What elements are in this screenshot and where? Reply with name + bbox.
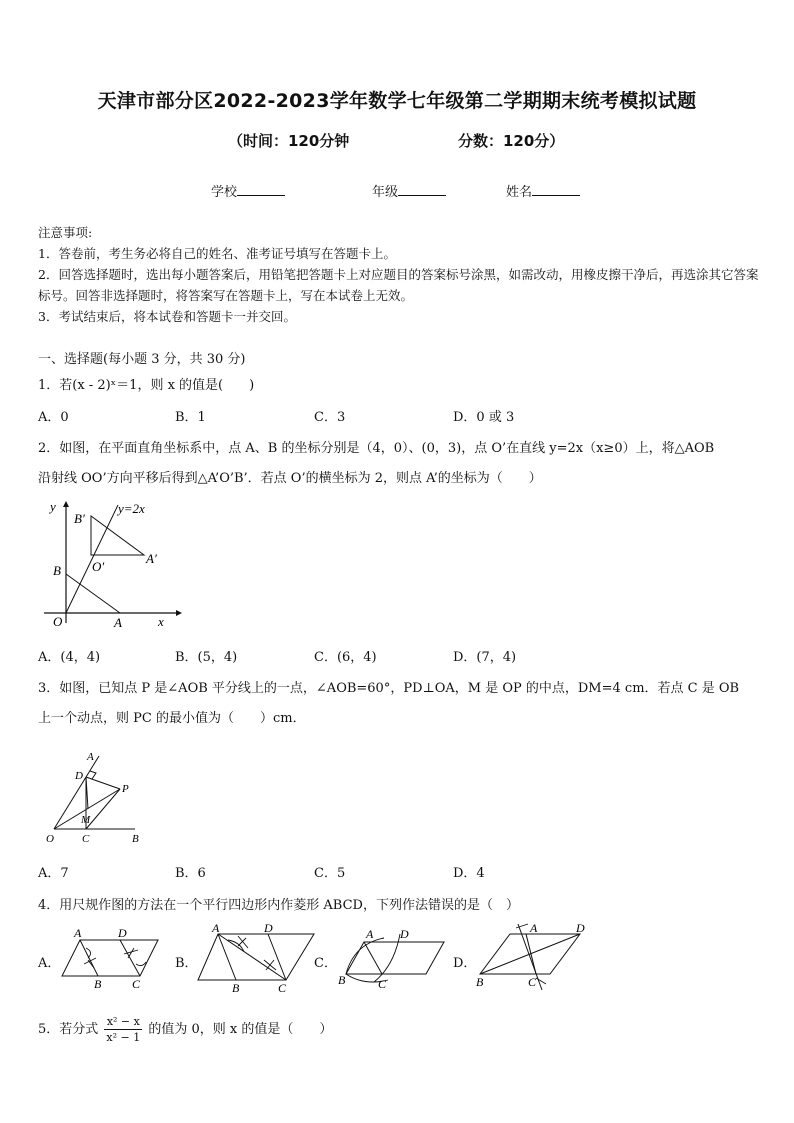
page-title: 天津市部分区2022-2023学年数学七年级第二学期期末统考模拟试题: [97, 90, 697, 112]
question-3-stem-line1: 3．如图，已知点 P 是∠AOB 平分线上的一点，∠AOB=60°，PD⊥OA，M 是 OP 的中点，DM=4 cm．若点 C 是 OB: [38, 681, 740, 696]
segment-dp: [86, 777, 120, 789]
q4-figure-d: [474, 918, 590, 994]
label-c: C: [528, 975, 537, 989]
right-angle-mark: [90, 771, 96, 779]
section-heading: 一、选择题(每小题 3 分，共 30 分): [38, 352, 246, 367]
note-item: 2．回答选择题时，选出每小题答案后，用铅笔把答题卡上对应题目的答案标号涂黑，如需改动，用橡皮擦干净后，再选涂其它答案标号。回答非选择题时，将答案写在答题卡上，写在本试卷上无效。: [38, 267, 759, 303]
q5-fraction: [104, 1014, 142, 1045]
arc-mark: [124, 948, 138, 958]
label-o: O: [46, 833, 54, 844]
grade-blank[interactable]: [398, 183, 446, 196]
question-2-stem-line1: 2．如图，在平面直角坐标系中，点 A、B 的坐标分别是（4，0）、(0，3)，点 O’在直线 y=2x（x≥0）上，将△AOB: [38, 441, 715, 456]
q3-option-d[interactable]: D．4: [453, 866, 485, 881]
q3-option-c[interactable]: C．5: [314, 866, 346, 881]
q2-option-c[interactable]: C．(6，4): [314, 650, 377, 665]
ray-oa: [54, 756, 99, 829]
label-o: O: [53, 614, 63, 629]
exam-time: （时间：120分钟: [228, 132, 350, 150]
segment-ab: [218, 934, 236, 980]
q4-option-b[interactable]: B．: [175, 956, 198, 971]
label-c: C: [82, 833, 90, 844]
label-a: A: [87, 751, 94, 763]
q1-option-b[interactable]: B．1: [175, 410, 206, 425]
label-c: C: [278, 981, 287, 995]
question-5-stem: [38, 1014, 332, 1045]
q2-option-b[interactable]: B．(5，4): [175, 650, 238, 665]
y-axis-arrow: [63, 501, 69, 507]
label-b: B: [232, 981, 240, 995]
school-label: 学校: [211, 185, 238, 200]
name-label: 姓名: [506, 185, 533, 200]
parallelogram: [346, 942, 444, 974]
q3-option-a[interactable]: A．7: [38, 866, 69, 881]
school-blank[interactable]: [237, 183, 285, 196]
label-a: A: [212, 921, 220, 935]
q5-prefix: 5．若分式: [38, 1022, 99, 1037]
segment-pc: [86, 789, 120, 829]
label-a: A: [530, 921, 538, 935]
q2-option-a[interactable]: A．(4，4): [38, 650, 101, 665]
segment-dc: [268, 934, 286, 980]
triangle-a-o-b-prime: [91, 516, 144, 555]
q5-numerator: x² − x: [104, 1014, 142, 1030]
parallelogram: [62, 940, 158, 976]
label-b: B: [476, 975, 484, 989]
label-b-prime: B′: [74, 511, 85, 526]
q5-suffix: 的值为 0，则 x 的值是（ ）: [148, 1022, 333, 1037]
arc-mark: [136, 962, 146, 966]
grade-field: [372, 181, 446, 200]
q4-figure-a: [58, 924, 166, 992]
label-line-y2x: y=2x: [118, 501, 145, 516]
label-x: x: [158, 614, 164, 629]
label-c: C: [132, 977, 141, 991]
q1-option-a[interactable]: A．0: [38, 410, 69, 425]
q3-figure: [40, 748, 155, 844]
note-item: 1．答卷前，考生务必将自己的姓名、准考证号填写在答题卡上。: [38, 246, 396, 261]
name-field: [506, 181, 580, 200]
segment-ac: [364, 942, 382, 974]
segment-dc: [120, 940, 140, 976]
q4-option-c[interactable]: C．: [314, 956, 337, 971]
label-d: D: [576, 921, 585, 935]
arc-mark: [264, 960, 276, 970]
q1-option-c[interactable]: C．3: [314, 410, 346, 425]
x-axis-arrow: [176, 610, 182, 616]
label-b: B: [132, 833, 139, 844]
q2-figure: [36, 495, 186, 630]
arc-mark: [238, 936, 248, 948]
label-b: B: [94, 977, 102, 991]
question-4-stem: 4．用尺规作图的方法在一个平行四边形内作菱形 ABCD，下列作法错误的是（ ）: [38, 898, 519, 913]
grade-label: 年级: [372, 185, 399, 200]
label-c: C: [378, 977, 387, 991]
label-a-prime: A′: [146, 551, 157, 566]
school-field: [211, 181, 285, 200]
q4-figure-b: [194, 920, 320, 996]
label-b: B: [338, 973, 346, 987]
question-3-stem-line2: 上一个动点，则 PC 的最小值为（ ）cm．: [38, 711, 306, 726]
segment-ab: [66, 574, 120, 613]
diagonal-ac: [218, 934, 286, 980]
question-1-stem: 1．若(x - 2)ˣ＝1，则 x 的值是( ): [38, 378, 255, 393]
q4-figure-c: [334, 922, 448, 992]
label-b: B: [53, 563, 61, 578]
label-m: M: [81, 814, 91, 826]
q5-denominator: x² − 1: [106, 1031, 141, 1044]
label-o-prime: O′: [92, 559, 105, 574]
q3-option-b[interactable]: B．6: [175, 866, 206, 881]
name-blank[interactable]: [532, 183, 580, 196]
construction-arc: [374, 934, 400, 982]
exam-score: 分数：120分）: [458, 132, 565, 150]
label-a: A: [366, 927, 374, 941]
q1-option-d[interactable]: D．0 或 3: [453, 410, 515, 425]
label-d: D: [118, 926, 127, 940]
label-a: A: [114, 615, 122, 630]
q4-option-a[interactable]: A．: [38, 956, 61, 971]
note-item: 3．考试结束后，将本试卷和答题卡一并交回。: [38, 309, 296, 324]
question-2-stem-line2: 沿射线 OO’方向平移后得到△A’O’B’．若点 O’的横坐标为 2，则点 A’的坐标为（ ）: [38, 471, 542, 486]
label-d: D: [400, 927, 409, 941]
q4-option-d[interactable]: D．: [453, 956, 477, 971]
label-y: y: [50, 499, 56, 514]
label-d: D: [75, 770, 83, 782]
label-p: P: [122, 783, 129, 795]
parallelogram: [198, 934, 314, 980]
notes-heading: 注意事项:: [38, 225, 93, 240]
label-d: D: [264, 921, 273, 935]
label-a: A: [74, 926, 82, 940]
q2-option-d[interactable]: D．(7，4): [453, 650, 517, 665]
